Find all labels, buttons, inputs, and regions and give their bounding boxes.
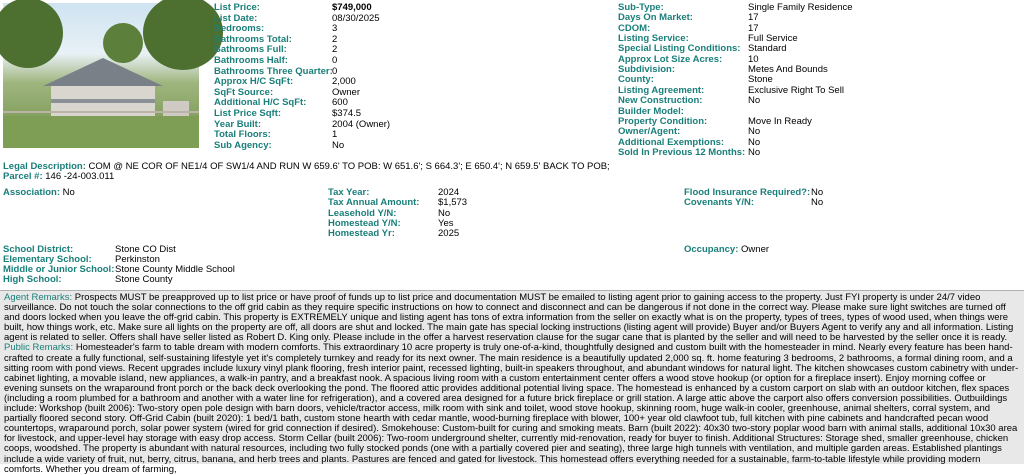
field-label: Additional H/C SqFt: <box>214 97 307 109</box>
field-value: 2024 <box>438 187 460 198</box>
field-label: Builder Model: <box>618 105 684 117</box>
field-value: Full Service <box>748 33 798 45</box>
field-value: 600 <box>332 97 348 109</box>
field-value: No <box>748 146 761 158</box>
field-value: 3 <box>332 23 338 35</box>
field-label: Sub Agency: <box>214 139 272 151</box>
field-label: Homestead Y/N: <box>328 217 401 229</box>
field-label: Additional Exemptions: <box>618 136 725 148</box>
field-value: 1 <box>332 129 338 141</box>
field-value: 08/30/2025 <box>332 12 380 24</box>
field-value: Stone <box>748 74 773 86</box>
field-value: 0 <box>332 55 338 66</box>
field-value: No <box>748 95 761 107</box>
field-label: Year Built: <box>214 118 261 130</box>
field-label: Subdivision: <box>618 64 675 76</box>
agent-remarks-label: Agent Remarks: <box>4 292 73 303</box>
field-label: Approx Lot Size Acres: <box>618 53 723 65</box>
field-value: No <box>811 187 824 198</box>
field-label: Special Listing Conditions: <box>618 43 741 55</box>
field-value: 2,000 <box>332 76 356 88</box>
field-value: No <box>811 197 824 209</box>
field-value: Single Family Residence <box>748 2 853 13</box>
field-label: Leasehold Y/N: <box>328 207 397 219</box>
field-label: County: <box>618 74 654 86</box>
property-photo[interactable] <box>3 3 199 148</box>
field-value: No <box>332 139 345 151</box>
field-label: Middle or Junior School: <box>3 264 115 275</box>
field-label: Sold In Previous 12 Months: <box>618 146 746 158</box>
field-label: Property Condition: <box>618 115 708 127</box>
field-value: Move In Ready <box>748 115 812 127</box>
field-label: Total Floors: <box>214 129 271 141</box>
field-value: Owner <box>332 86 360 98</box>
field-value: Exclusive Right To Sell <box>748 84 844 96</box>
field-value: Standard <box>748 43 787 55</box>
field-label: Listing Agreement: <box>618 84 705 96</box>
field-value: $1,573 <box>438 197 468 209</box>
field-label: High School: <box>3 274 62 285</box>
field-value: 2025 <box>438 228 460 240</box>
field-label: Listing Service: <box>618 33 689 45</box>
field-value: $749,000 <box>332 2 372 13</box>
field-value: 2004 (Owner) <box>332 118 391 130</box>
field-value: Yes <box>438 217 454 229</box>
field-label: Days On Market: <box>618 12 693 24</box>
field-label: Bedrooms: <box>214 23 265 35</box>
parcel-number: Parcel #: 146 -24-003.011 <box>3 171 115 182</box>
field-value: 17 <box>748 12 759 24</box>
field-label: List Price Sqft: <box>214 108 282 119</box>
remarks-panel <box>0 290 1024 475</box>
field-label: Approx H/C SqFt: <box>214 76 294 88</box>
field-label: Homestead Yr: <box>328 228 395 240</box>
association: Association: No <box>3 187 75 198</box>
field-value: $374.5 <box>332 108 362 119</box>
field-value: 17 <box>748 22 759 34</box>
field-label: School District: <box>3 244 74 255</box>
field-label: Sub-Type: <box>618 2 664 13</box>
field-label: Tax Annual Amount: <box>328 197 420 209</box>
field-label: List Price: <box>214 2 260 13</box>
public-remarks-text: Homesteader's farm to table dream with modern comforts. This extraordinary 10 acre property is truly one-of-a-kind, thoughtfully designed and custom built with the homesteader in mind. Nearly every feature has been hand-crafted to create a fully functional, self-sustaining lifestyle yet it's completely turnkey and ready for its next owner. The main residence is a beautifully updated 2,000 sq. ft. home featuring 3 bedrooms, 2 bathrooms, a formal dining room, and a sitting room with pond views. Recent upgrades include luxury vinyl plank flooring, fresh interior paint, recessed lighting, built-in speakers throughout, and abundant windows for natural light. The kitchen showcases custom cabinetry with under-cabinet lighting, a movable island, new appliances, a walk-in pantry, and a breakfast nook. A spacious living room with a custom entertainment center offers a wood stove hookup (or option for a fireplace insert). Enjoy morning coffee or evening sunsets on the wraparound front porch or the back deck overlooking the pond. The floored attic provides additional potential living space. The homestead is enhanced by a custom carport on slab with an outdoor kitchen, flex spaces (including a room plumbed for a bathroom and another with a water line for refrigeration), and a covered area designed for a future brick fireplace or grill station. A large attic above the carport also offers conversion possibilities. Outbuildings include: Workshop (built 2006): Two-story open pole design with barn doors, vehicle/tractor access, milk room with sink and toilet, wood stove hookup, skinning room, huge walk-in cooler, greenhouse, animal shelters, corral system, and partially floored second story. Off-Grid Cabin (built 2020): 1 bed/1 bath, custom stone hearth with cedar mantle, wood-burning fireplace with blower, 100+ year old clawfoot tub, full kitchen with pine cabinets and handcrafted pecan wood countertops, wraparound porch, solar power system (wired for grid connection if desired). Smokehouse: Custom-built for curing and smoking meats. Barn (built 2022): 40x30 two-story poplar wood barn with animal stalls, additional 10x30 area for livestock, and upper-level hay storage with easy drop access. Storm Cellar (built 2006): Two-room underground shelter, currently mid-renovation, ready for buyer to finish. Additional Structures: Storage shed, smaller greenhouse, chicken coops, woodshed. The property is abundant with natural resources, including two fully stocked ponds (one with a partially covered pier and seating), three large high tunnels with ventilation, and multiple garden areas. Established plantings include a wide variety of fruit, nut, berry, citrus, banana, and herb trees and plants. Pastures are fenced and gated for livestock. This homestead offers everything needed for a sustainable, farm-to-table lifestyle while providing modern comforts. Whether you dream of farming, <box>4 342 1019 475</box>
occupancy: Occupancy: Owner <box>684 244 770 255</box>
field-value: No <box>748 136 761 148</box>
field-value: Perkinston <box>115 254 160 265</box>
field-label: Owner/Agent: <box>618 126 681 138</box>
field-label: List Date: <box>214 12 258 24</box>
field-label: Elementary School: <box>3 254 92 265</box>
field-value: No <box>748 126 761 138</box>
field-label: Covenants Y/N: <box>684 197 755 209</box>
field-label: Tax Year: <box>328 187 370 198</box>
field-value: 0 <box>332 65 338 77</box>
field-label: New Construction: <box>618 95 703 107</box>
field-label: Flood Insurance Required?: <box>684 187 811 198</box>
field-value: Stone CO Dist <box>115 244 176 255</box>
field-value: 10 <box>748 53 759 65</box>
field-value: Metes And Bounds <box>748 64 828 76</box>
field-label: SqFt Source: <box>214 86 274 98</box>
field-label: Bathrooms Full: <box>214 44 287 56</box>
agent-remarks-text: Prospects MUST be preapproved up to list price or have proof of funds up to list price and documentation MUST be emailed to listing agent prior to gaining access to the property. Just FYI property is under 24/7 video surveillance. Do not touch the solar connections to the off grid cabin as they require specific instructions on how to connect and disconnect and can be dangerous if not done in the correct way. Please make sure light switches are turned off and doors locked when you leave the off-grid cabin. This property is EXTREMELY unique and listing agent has tons of extra information from the seller on exactly what is on the property, types of trees, types of wood used, when things were built, how things work, etc. Make sure all lights on the property are off, all doors are shut and locked. The main gate has special locking instructions (listing agent will provide) Buyer and/or Buyers Agent to verify any and all information. Listing agent is related to seller. Offers shall have seller listed as Robert D. King only. Please include in the offer a harvest reservation clause for the sugar cane that is planted by the seller and will need to be harvested by the seller once it is ready. <box>4 292 1014 344</box>
legal-description: Legal Description: COM @ NE COR OF NE1/4 OF SW1/4 AND RUN W 659.6' TO POB: W 651.6'; S 664.3'; E 650.4'; N 659.5' BACK TO POB; <box>3 161 610 172</box>
field-value: 2 <box>332 33 338 45</box>
field-value: Stone County Middle School <box>115 264 235 275</box>
field-label: Bathrooms Three Quarter: <box>214 65 333 77</box>
field-value: No <box>438 207 451 219</box>
field-label: CDOM: <box>618 22 651 34</box>
field-value: Stone County <box>115 274 173 285</box>
field-value: 2 <box>332 44 338 56</box>
public-remarks-label: Public Remarks: <box>4 342 74 354</box>
field-label: Bathrooms Total: <box>214 33 292 45</box>
field-label: Bathrooms Half: <box>214 55 288 66</box>
